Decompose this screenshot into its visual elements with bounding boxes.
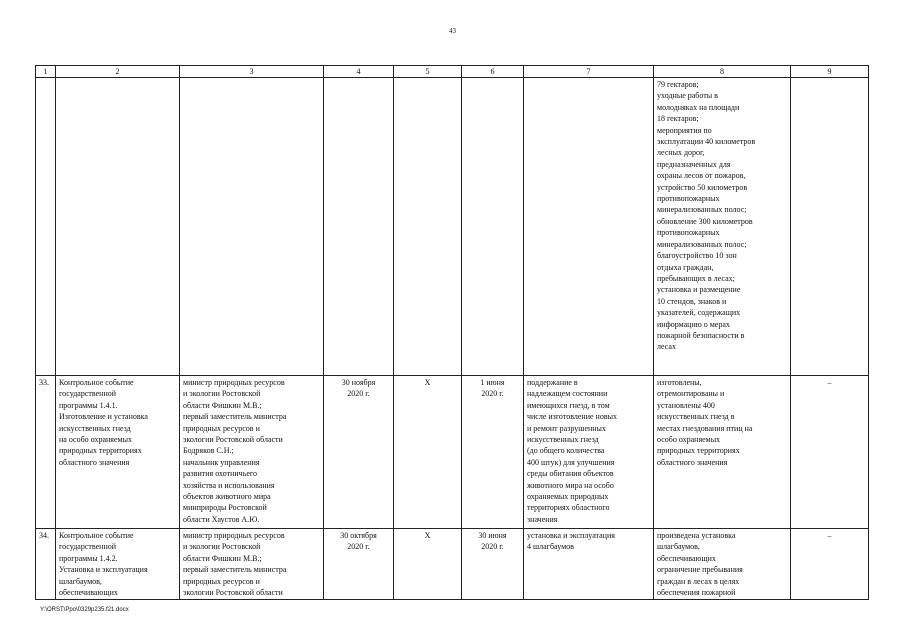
row-number: 34. (39, 531, 49, 540)
continuation-actual-result: 79 гектаров; уходные работы в молодняках на площади 18 гектаров; мероприятия по эксплуатации 40 километров лесных дорог, предназначенных для охраны лесов от пожаров, устройство 50 километров противопожарных минерализованных полос; обновление 300 километров противопожарных минерализованных полос; благоустройство 10 зон отдыха граждан, пребывающих в лесах; установка и размещение 10 стендов, знаков и указателей, содержащих информацию о мерах пожарной безопасности в лесах (657, 80, 756, 352)
planned-date: 30 ноября 2020 г. (341, 378, 376, 399)
file-path-footer: Y:\ORST\Ppo\0329p235.f21.docx (40, 607, 129, 613)
actual-date: 30 июня 2020 г. (478, 531, 507, 552)
control-event: Контрольное событие государственной программы 1.4.2. Установка и эксплуатация шлагбаумов, обеспечивающих (59, 531, 148, 598)
table-row (36, 376, 869, 529)
responsible-persons: министр природных ресурсов и экологии Ростовской области Фишкин М.В.; первый заместитель министра природных ресурсов и экологии Ростовской области (183, 531, 287, 598)
actual-result: изготовлены, отремонтированы и установлены 400 искусственных гнезд в местах гнездования птиц на особо охраняемых природных территориях областного значения (657, 378, 753, 467)
column-5-value: Х (424, 378, 431, 387)
column-header-4: 4 (324, 66, 394, 78)
planned-date: 30 октября 2020 г. (340, 531, 377, 552)
column-9-value: – (827, 378, 832, 387)
column-header-8: 8 (654, 66, 791, 78)
column-header-5: 5 (394, 66, 462, 78)
actual-result: произведена установка шлагбаумов, обеспечивающих ограничение пребывания граждан в лесах в целях обеспечения пожарной (657, 531, 743, 598)
column-header-3: 3 (180, 66, 324, 78)
control-event: Контрольное событие государственной программы 1.4.1. Изготовление и установка искусственных гнезд на особо охраняемых природных территориях областного значения (59, 378, 148, 467)
column-header-1: 1 (36, 66, 56, 78)
table-row (36, 529, 869, 600)
column-9-value: – (827, 531, 832, 540)
column-5-value: Х (424, 531, 431, 540)
responsible-persons: министр природных ресурсов и экологии Ростовской области Фишкин М.В.; первый заместитель министра природных ресурсов и экологии Ростовской области Бодряков С.Н.; начальник управления развития охотничьего хозяйства и использования объектов животного мира минприроды Ростовской области Хаустов А.Ю. (183, 378, 287, 524)
planned-result: установка и эксплуатация 4 шлагбаумов (527, 531, 615, 552)
column-header-7: 7 (524, 66, 654, 78)
column-header-2: 2 (56, 66, 180, 78)
page-number: 43 (449, 27, 456, 35)
column-number-row (36, 66, 869, 78)
column-header-9: 9 (791, 66, 869, 78)
row-number: 33. (39, 378, 49, 387)
column-header-6: 6 (462, 66, 524, 78)
report-table (35, 65, 869, 600)
continuation-row (36, 78, 869, 376)
actual-date: 1 июня 2020 г. (480, 378, 505, 399)
planned-result: поддержание в надлежащем состоянии имеющихся гнезд, в том числе изготовление новых и ремонт разрушенных искусственных гнезд (до общего количества 400 штук) для улучшения среды обитания объектов животного мира на особо охраняемых природных территориях областного значения (527, 378, 617, 524)
